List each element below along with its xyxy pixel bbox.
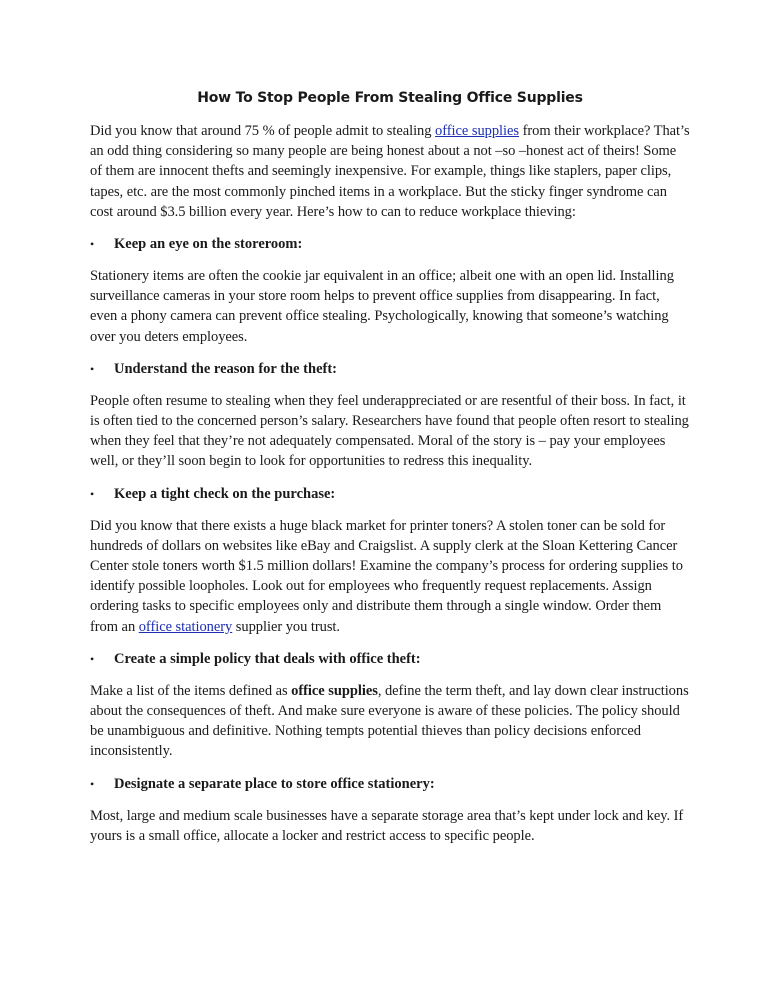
purchase-text-end: supplier you trust. [232, 618, 340, 635]
section-heading-reason [90, 359, 690, 379]
policy-text-end: , define the term theft, and lay down clear instructions about the consequences of theft. And make sure everyone is aware of these policies. The policy should be unambiguous and definitive. Nothing tempts potential thieves than policy decisions enforced inconsistently. [90, 682, 689, 760]
bullet-icon: • [90, 486, 95, 501]
office-supplies-bold: office supplies [291, 682, 378, 699]
bullet-icon: • [90, 361, 95, 376]
office-stationery-link[interactable]: office stationery [138, 618, 233, 635]
section-body-purchase [90, 516, 690, 637]
section-heading-text: Keep an eye on the storeroom: [114, 236, 303, 253]
intro-text-end: from their workplace? That’s an odd thing considering so many people are being honest about a not –so –honest act of theirs! Some of them are innocent thefts and seemingly inexpensive. For example, things like staplers, paper clips, tapes, etc. are the most commonly pinched items in a workplace. But the sticky finger syndrome can cost around $3.5 billion every year. Here’s how to can to reduce workplace thieving: [90, 123, 690, 220]
policy-text-start: Make a list of the items defined as [90, 682, 292, 699]
purchase-text-start: Did you know that there exists a huge black market for printer toners? A stolen toner can be sold for hundreds of dollars on websites like eBay and Craigslist. A supply clerk at the Sloan Kettering Cancer Center stole toners worth $1.5 million dollars! Examine the company’s process for ordering supplies to identify possible loopholes. Look out for employees who frequently request replacements. Assign ordering tasks to specific employees only and distribute them through a single window. Order them from an [90, 517, 683, 635]
page-title: How To Stop People From Stealing Office Supplies [197, 90, 583, 106]
intro-paragraph [90, 121, 690, 222]
section-body-reason: People often resume to stealing when they feel underappreciated or are resentful of their boss. In fact, it is often tied to the concerned person’s salary. Researchers have found that people often resort to stealing when they feel that they’re not adequately compensated. Moral of the story is – pay your employees well, or they’ll soon begin to look for opportunities to redress this inequality. [90, 392, 689, 470]
section-heading-text: Keep a tight check on the purchase: [114, 485, 336, 502]
section-body-policy [90, 681, 690, 762]
section-body-storeroom: Stationery items are often the cookie jar equivalent in an office; albeit one with an open lid. Installing surveillance cameras in your store room helps to prevent office supplies from disappearing. In fact, even a phony camera can prevent office stealing. Psychologically, knowing that someone’s watching over you deters employees. [90, 268, 674, 345]
office-supplies-link[interactable]: office supplies [435, 123, 519, 139]
bullet-icon: • [90, 776, 95, 791]
section-body-storage: Most, large and medium scale businesses have a separate storage area that’s kept under lock and key. If yours is a small office, allocate a locker and restrict access to specific people. [90, 807, 684, 844]
section-heading-text: Designate a separate place to store office stationery: [114, 775, 435, 792]
section-heading-policy [90, 649, 690, 669]
section-heading-text: Create a simple policy that deals with office theft: [114, 650, 421, 667]
bullet-icon: • [90, 237, 95, 252]
section-heading-purchase [90, 484, 690, 504]
section-heading-storage [90, 774, 690, 794]
intro-text-start: Did you know that around 75 % of people admit to stealing [90, 123, 436, 139]
section-heading-text: Understand the reason for the theft: [114, 360, 337, 377]
section-heading-storeroom [90, 234, 690, 254]
document-page [90, 88, 690, 846]
bullet-icon: • [90, 651, 95, 666]
